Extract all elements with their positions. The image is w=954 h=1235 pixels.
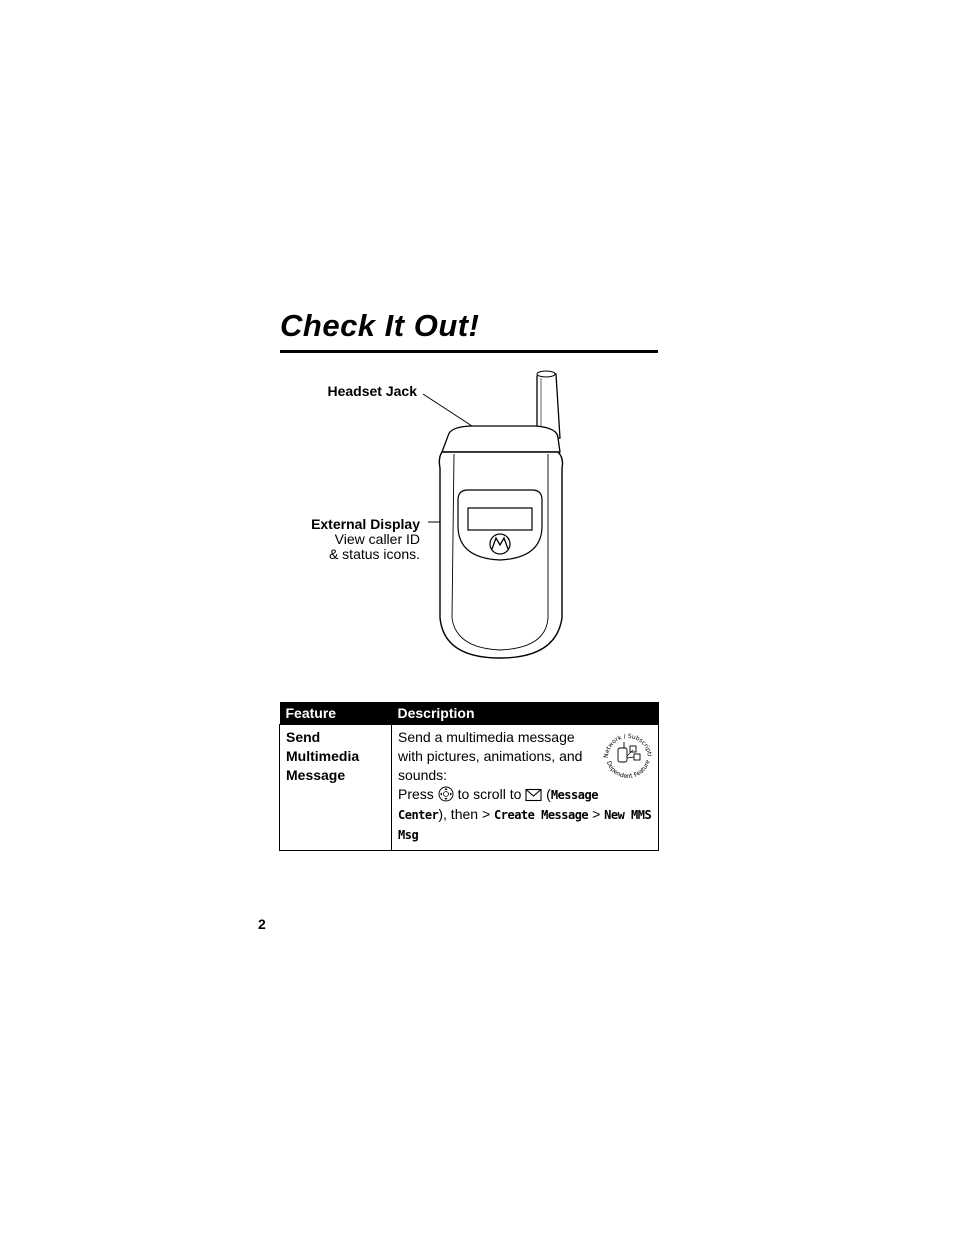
external-display-screen xyxy=(468,508,532,530)
motorola-logo-icon xyxy=(490,534,510,554)
external-display-callout xyxy=(290,517,420,562)
headset-jack-callout xyxy=(300,384,417,399)
feature-table xyxy=(279,702,659,851)
feature-name-3: Message xyxy=(286,767,346,783)
desc-line-1: Send a multimedia message xyxy=(398,729,575,745)
nav-key-icon xyxy=(438,786,454,802)
headset-jack-label: Headset Jack xyxy=(327,383,417,399)
instruction-line-2: Center), then > Create Message > New MMS Msg xyxy=(398,806,652,842)
phone-top xyxy=(442,426,560,452)
table-header-row xyxy=(280,702,659,725)
menu-center: Center xyxy=(398,808,439,822)
external-display-desc-1: View caller ID xyxy=(334,531,420,547)
menu-create-message: Create Message xyxy=(494,808,589,822)
instruction-line-1: Press to scroll to (Message xyxy=(398,786,598,802)
external-display-label: External Display xyxy=(311,516,420,532)
network-subscription-dependent-feature-icon xyxy=(600,728,656,784)
header-feature: Feature xyxy=(280,702,392,725)
page-number: 2 xyxy=(258,916,266,932)
phone-illustration xyxy=(420,368,580,668)
feature-name-1: Send xyxy=(286,729,321,745)
page-title: Check It Out! xyxy=(280,308,480,343)
feature-cell xyxy=(280,725,392,851)
desc-line-2: with pictures, animations, and xyxy=(398,748,583,764)
desc-line-3: sounds: xyxy=(398,767,448,783)
feature-name-2: Multimedia xyxy=(286,748,360,764)
svg-text:Network / Subscription: Network / Subscripti xyxy=(602,732,653,759)
headset-leader-line xyxy=(423,394,472,426)
svg-text:Dependent Feature: Dependent Feature xyxy=(604,759,652,781)
description-cell xyxy=(392,725,659,851)
menu-message: Message xyxy=(550,788,598,802)
title-rule xyxy=(280,350,658,353)
header-description: Description xyxy=(392,702,659,725)
external-display-desc-2: & status icons. xyxy=(328,546,420,562)
envelope-icon xyxy=(525,788,542,802)
menu-new-mms-msg: New MMS Msg xyxy=(398,808,652,842)
table-row xyxy=(280,725,659,851)
